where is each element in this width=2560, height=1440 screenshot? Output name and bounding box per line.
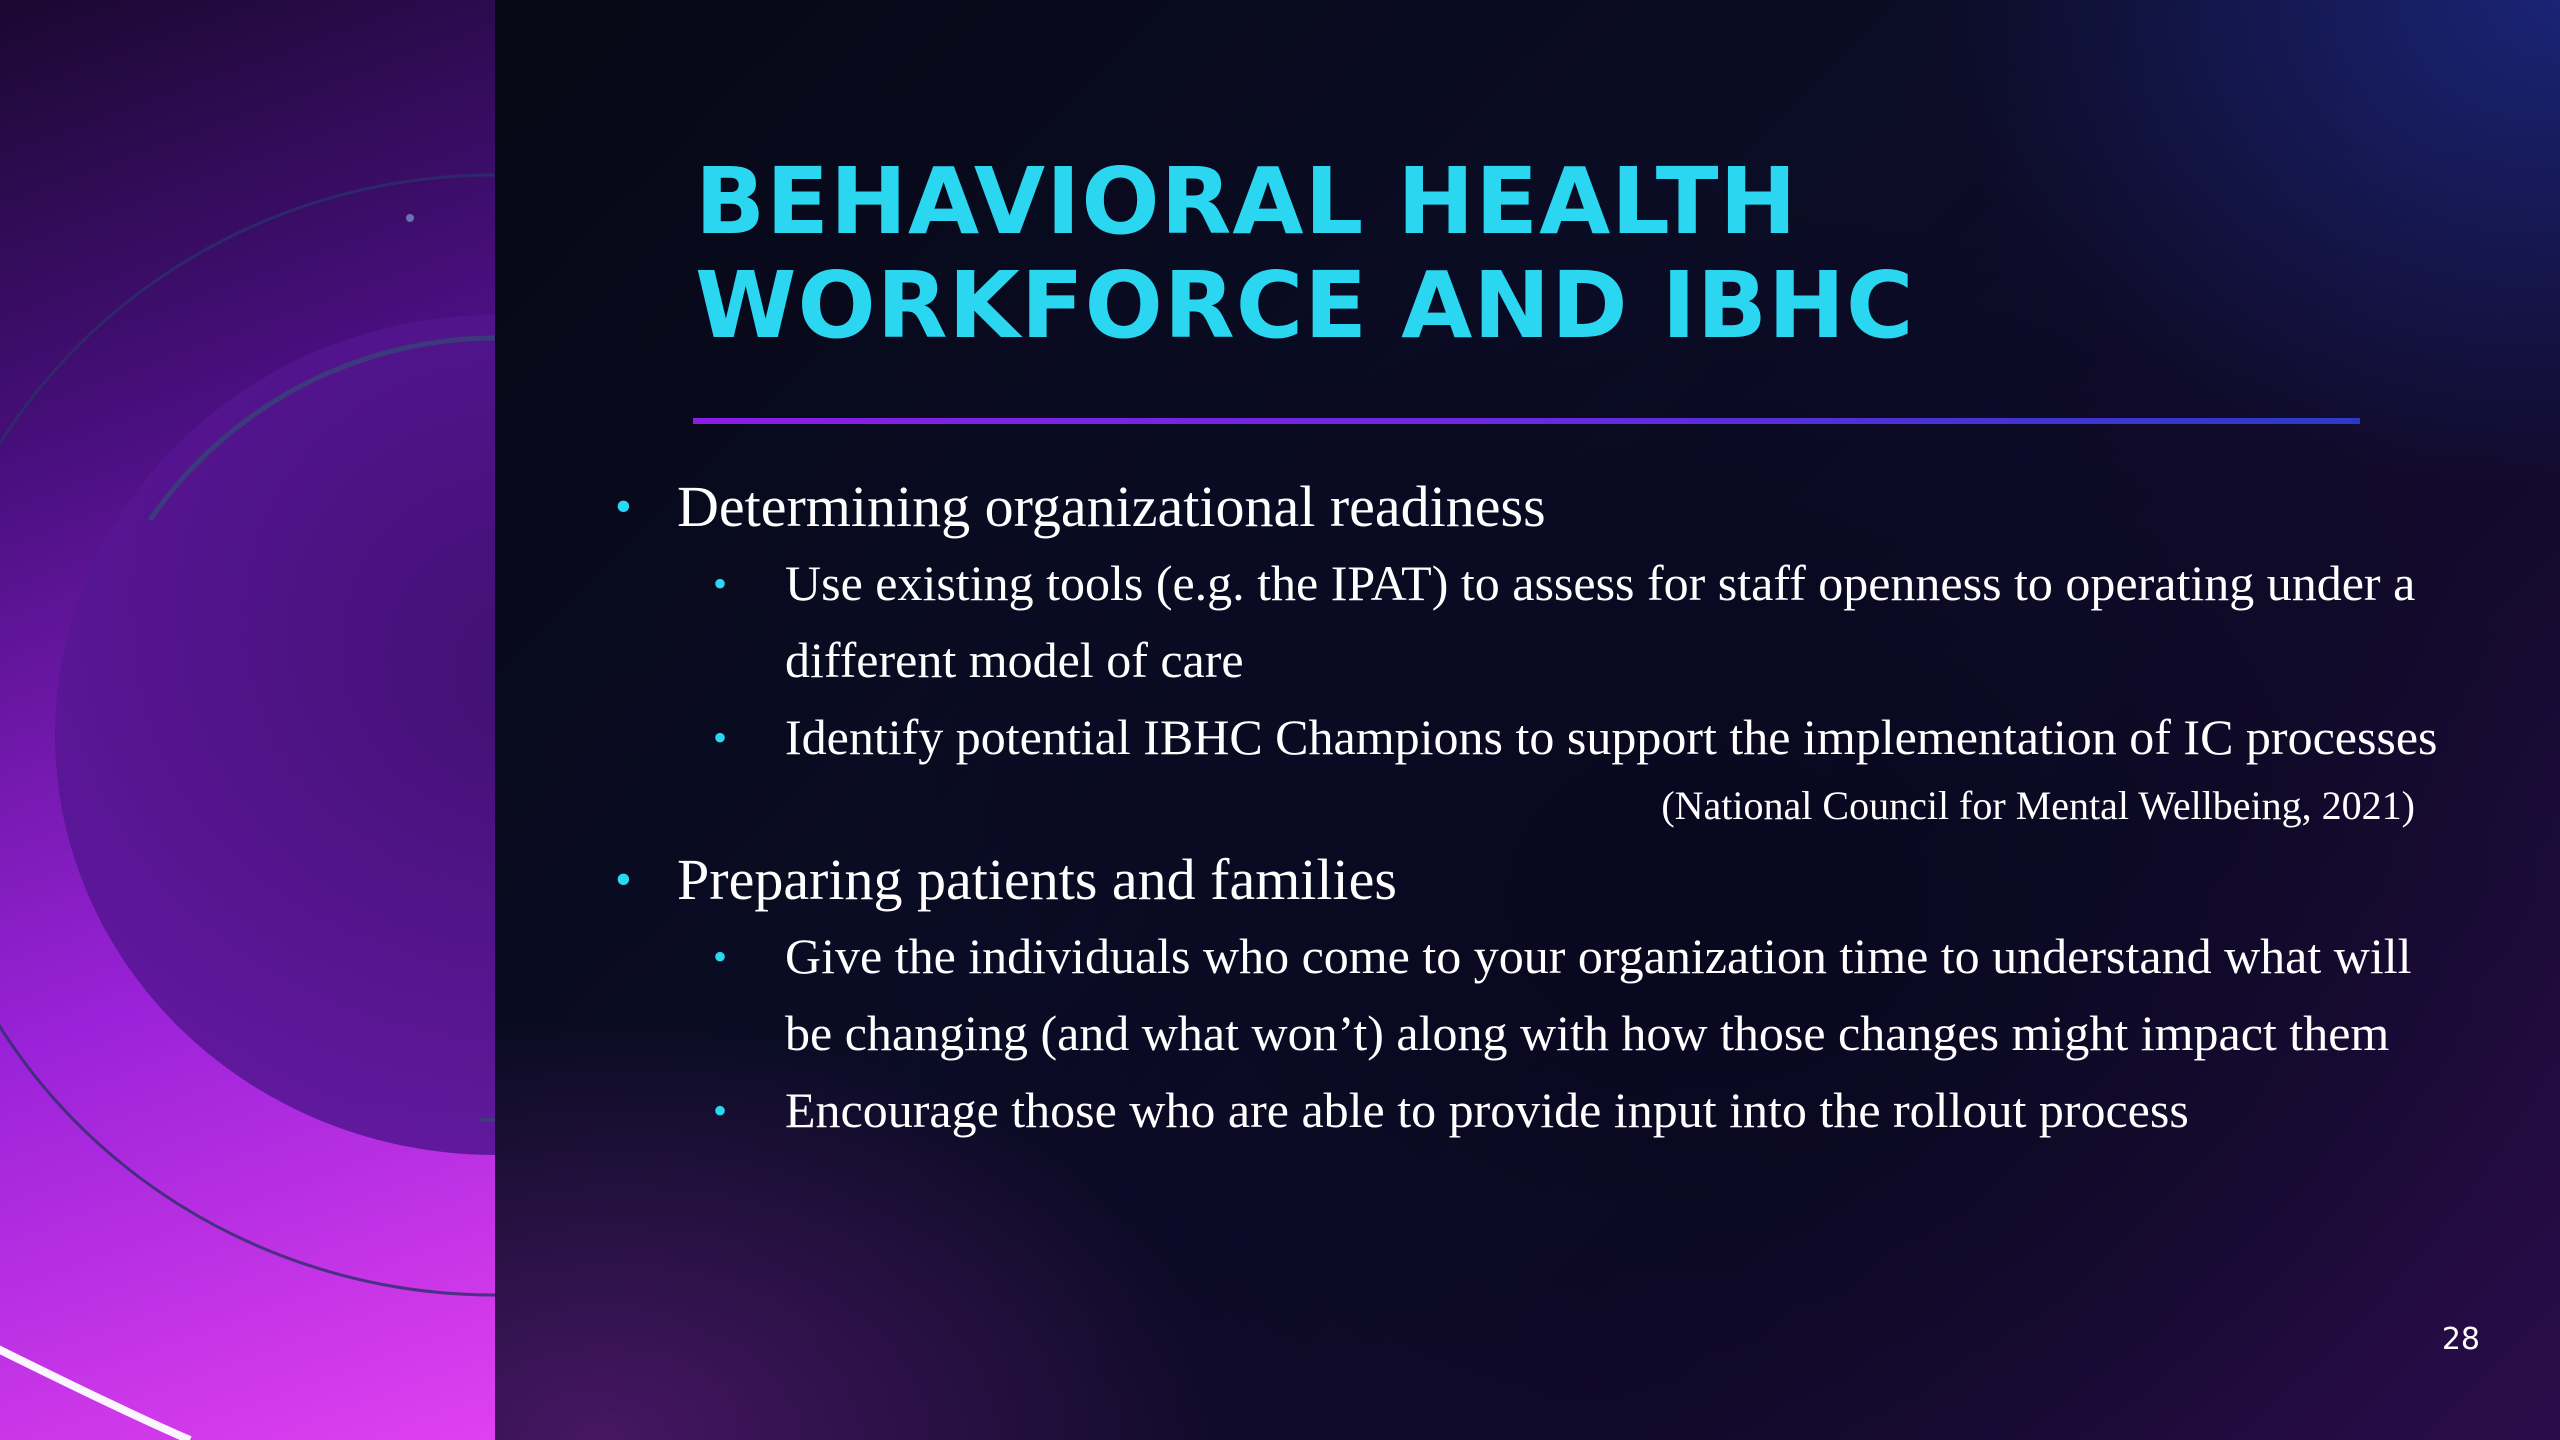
citation: (National Council for Mental Wellbeing, 2021)	[1661, 783, 2415, 828]
title-divider	[693, 418, 2360, 424]
bullet-dot-icon: •	[713, 715, 728, 760]
bullet-item	[713, 699, 2445, 776]
bullet-item	[713, 545, 2445, 699]
bullet-dot-icon: •	[713, 561, 728, 606]
slide-content	[615, 465, 2445, 1149]
section-heading	[615, 465, 2445, 549]
section-heading	[615, 838, 2445, 922]
bullet-dot-icon: •	[713, 1088, 728, 1133]
decorative-side-panel	[0, 0, 495, 1440]
bullet-item	[713, 1072, 2445, 1149]
section-heading-text: Determining organizational readiness	[677, 474, 1546, 539]
bullet-item-text: Identify potential IBHC Champions to support the implementation of IC processes	[785, 709, 2438, 765]
bullet-item-text: Encourage those who are able to provide input into the rollout process	[785, 1082, 2189, 1138]
bullet-dot-icon: •	[615, 480, 632, 533]
slide-title: BEHAVIORAL HEALTH WORKFORCE AND IBHC	[695, 148, 1915, 359]
bullet-dot-icon: •	[615, 853, 632, 906]
bullet-dot-icon: •	[713, 934, 728, 979]
bullet-item-text: Use existing tools (e.g. the IPAT) to assess for staff openness to operating under a different model of care	[785, 555, 2416, 688]
bullet-item	[713, 918, 2445, 1072]
decorative-arcs	[0, 0, 495, 1440]
bullet-item-text: Give the individuals who come to your organization time to understand what will be changing (and what won’t) along with how those changes might impact them	[785, 928, 2412, 1061]
page-number: 28	[2441, 1322, 2480, 1357]
section-heading-text: Preparing patients and families	[677, 847, 1397, 912]
